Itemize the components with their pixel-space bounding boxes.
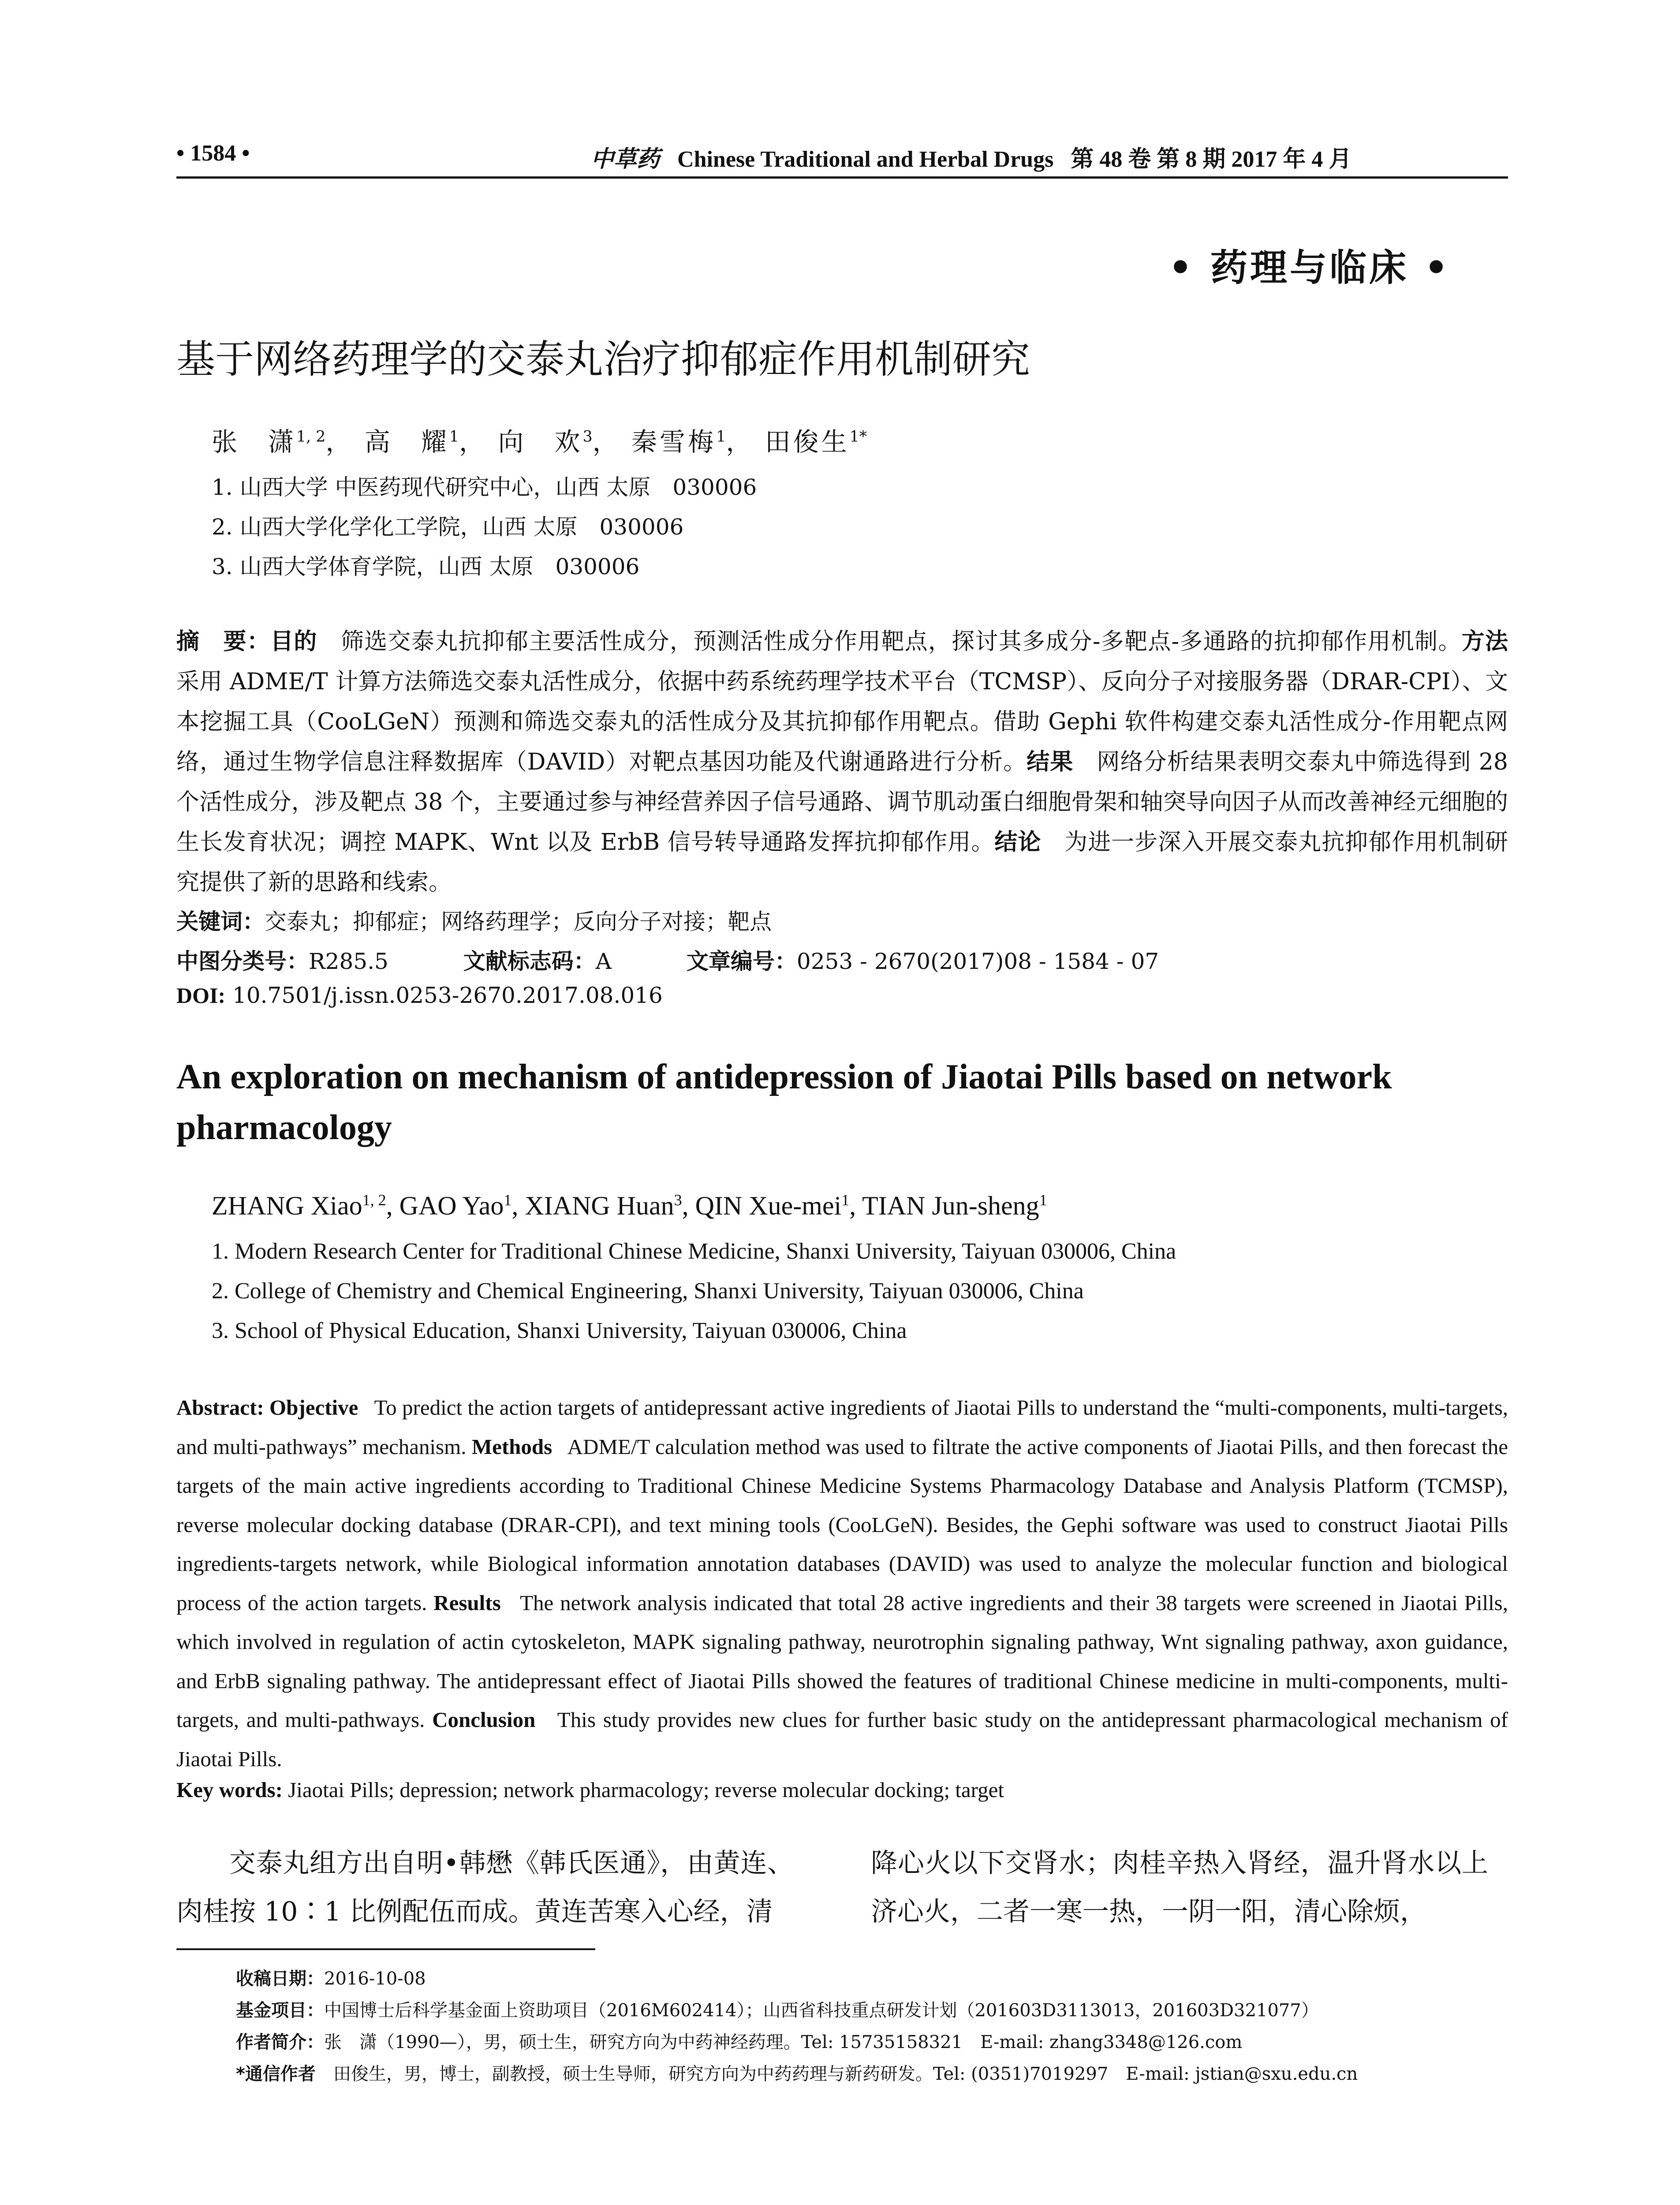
- corresponding-label: *通信作者: [236, 2064, 316, 2084]
- title-en: An exploration on mechanism of antidepression of Jiaotai Pills based on network pharmacology: [176, 1058, 1392, 1147]
- results-cn: 网络分析结果表明交泰丸中筛选得到 28 个活性成分，涉及靶点 38 个，主要通过参与神经营养因子信号通路、调节肌动蛋白细胞骨架和轴突导向因子从而改善神经元细胞的生长发育状况；调控 MAPK、Wnt 以及 ErbB 信号转导通路发挥抗抑郁作用。: [176, 749, 1508, 856]
- author-cn: 高 耀: [364, 427, 449, 457]
- clc-value: R285.5: [309, 949, 388, 974]
- footnote-fund: [236, 1996, 1319, 2022]
- footnote-received: [236, 1965, 426, 1990]
- footnote-author: [236, 2028, 1242, 2053]
- doc-code-label: 文献标志码：: [463, 949, 596, 974]
- author-cn: 向 欢: [498, 427, 583, 457]
- author-en: QIN Xue-mei: [695, 1191, 842, 1220]
- affiliation-cn: 2. 山西大学化学化工学院，山西 太原 030006: [212, 514, 684, 540]
- page-number: • 1584 •: [176, 141, 250, 166]
- received-label: 收稿日期：: [236, 1969, 324, 1989]
- objective-label-cn: 目的: [270, 628, 317, 655]
- affiliation-cn: 3. 山西大学体育学院，山西 太原 030006: [212, 554, 640, 579]
- abstract-cn-label: 摘 要：: [176, 628, 271, 655]
- fund-text: 中国博士后科学基金面上资助项目（2016M602414）；山西省科技重点研发计划（201603D3113013，201603D321077）: [324, 2000, 1319, 2021]
- keywords-cn: [176, 904, 772, 936]
- methods-cn: 采用 ADME/T 计算方法筛选交泰丸活性成分，依据中药系统药理学技术平台（TCMSP）、反向分子对接服务器（DRAR-CPI）、文本挖掘工具（CooLGeN）预测和筛选交泰丸的活性成分及其抗抑郁作用靶点。借助 Gephi 软件构建交泰丸活性成分-作用靶点网络，通过生物学信息注释数据库（DAVID）对靶点基因功能及代谢通路进行分析。: [176, 669, 1508, 775]
- abstract-cn: [176, 622, 1508, 903]
- author-affil-sup: 1: [449, 428, 459, 446]
- objective-label-en: Objective: [269, 1395, 358, 1420]
- conclusion-cn: 为进一步深入开展交泰丸抗抑郁作用机制研究提供了新的思路和线索。: [176, 829, 1508, 896]
- article-no-label: 文章编号：: [686, 949, 797, 974]
- clc-label: 中图分类号：: [176, 949, 309, 974]
- authors-en: ZHANG Xiao$^{1, 2}$, GAO Yao$^1$, XIANG Huan$^3$, QIN Xue-mei$^1$, TIAN Jun-sheng$^1$: [212, 1191, 1047, 1220]
- section-label: • 药理与临床 •: [1169, 246, 1451, 289]
- results-label-cn: 结果: [1027, 749, 1074, 775]
- doc-code-value: A: [595, 949, 612, 974]
- received-date: 2016-10-08: [324, 1969, 426, 1989]
- author-affil-sup: 3: [582, 428, 593, 446]
- author-bio-label: 作者简介：: [236, 2032, 324, 2052]
- objective-cn: 筛选交泰丸抗抑郁主要活性成分，预测活性成分作用靶点，探讨其多成分-多靶点-多通路的抗抑郁作用机制。: [340, 628, 1462, 655]
- author-affil-sup: 1*: [849, 428, 867, 446]
- keywords-cn-text: 交泰丸；抑郁症；网络药理学；反向分子对接；靶点: [265, 909, 772, 934]
- affiliation-en: 2. College of Chemistry and Chemical Engineering, Shanxi University, Taiyuan 030006, China: [212, 1278, 1084, 1304]
- doi-line: [176, 983, 663, 1008]
- keywords-en-text: Jiaotai Pills; depression; network pharmacology; reverse molecular docking; target: [288, 1778, 1004, 1802]
- results-label-en: Results: [433, 1590, 501, 1615]
- author-affil-sup: 1: [841, 1191, 850, 1209]
- results-en: The network analysis indicated that total 28 active ingredients and their 38 targets were screened in Jiaotai Pills, which involved in regulation of actin cytoskeleton, MAPK signaling pathway, neurotrophin signaling pathway, Wnt signaling pathway, axon guidance, and ErbB signaling pathway. The antidepressant effect of Jiaotai Pills showed the features of traditional Chinese medicine in multi-components, multi-targets, and multi-pathways.: [176, 1590, 1508, 1732]
- objective-en: To predict the action targets of antidepressant active ingredients of Jiaotai Pills to understand the “multi-components, multi-targets, and multi-pathways” mechanism.: [176, 1395, 1508, 1459]
- authors-cn: 张 潇$^{1, 2}$， 高 耀$^1$， 向 欢$^3$， 秦雪梅$^1$， 田俊生$^{1*}$: [212, 427, 867, 457]
- affiliation-en: 1. Modern Research Center for Traditional Chinese Medicine, Shanxi University, Taiyuan 030006, China: [212, 1239, 1176, 1264]
- body-column-left: 交泰丸组方出自明•韩懋《韩氏医通》，由黄连、肉桂按 10∶1 比例配伍而成。黄连苦寒入心经，清: [176, 1848, 794, 1927]
- conclusion-label-en: Conclusion: [432, 1708, 536, 1732]
- author-en: XIANG Huan: [525, 1191, 674, 1220]
- footnote-corresponding: [236, 2060, 1358, 2085]
- fund-label: 基金项目：: [236, 2000, 324, 2021]
- journal-name-cn: 中草药: [591, 147, 660, 172]
- doi-value: 10.7501/j.issn.0253-2670.2017.08.016: [232, 983, 663, 1008]
- running-header: [176, 140, 1508, 176]
- methods-en: ADME/T calculation method was used to filtrate the active components of Jiaotai Pills, and then forecast the targets of the main active ingredients according to Traditional Chinese Medicine Systems Pharmacology Database and Analysis Platform (TCMSP), reverse molecular docking database (DRAR-CPI), and text mining tools (CooLGeN). Besides, the Gephi software was used to construct Jiaotai Pills ingredients-targets network, while Biological information annotation databases (DAVID) was used to analyze the molecular function and biological process of the action targets.: [176, 1434, 1508, 1615]
- header-rule: [176, 176, 1508, 179]
- affiliation-cn: 1. 山西大学 中医药现代研究中心，山西 太原 030006: [212, 475, 757, 500]
- journal-name-en: Chinese Traditional and Herbal Drugs: [677, 147, 1054, 172]
- author-en: TIAN Jun-sheng: [862, 1191, 1039, 1220]
- author-affil-sup: 1: [1039, 1191, 1047, 1209]
- footnote-rule: [176, 1948, 595, 1950]
- keywords-cn-label: 关键词：: [176, 909, 265, 934]
- journal-issue: 第 48 卷 第 8 期 2017 年 4 月: [1071, 147, 1352, 172]
- author-cn: 田俊生: [765, 427, 850, 457]
- classification-line: [176, 944, 1159, 975]
- body-column-right: 降心火以下交肾水；肉桂辛热入肾经，温升肾水以上济心火，二者一寒一热，一阴一阳，清心除烦，: [871, 1848, 1488, 1927]
- author-bio-text: 张 潇（1990—），男，硕士生，研究方向为中药神经药理。Tel: 15735158321 E-mail: zhang3348@126.com: [324, 2032, 1243, 2052]
- author-affil-sup: 1, 2: [362, 1191, 386, 1209]
- doi-label: DOI:: [176, 983, 226, 1008]
- author-affil-sup: 1, 2: [296, 428, 326, 446]
- article-no-value: 0253 - 2670(2017)08 - 1584 - 07: [796, 949, 1159, 974]
- abstract-en-label: Abstract:: [176, 1395, 264, 1420]
- journal-info: [591, 140, 1351, 173]
- keywords-en-label: Key words:: [176, 1778, 283, 1802]
- corresponding-text: 田俊生，男，博士，副教授，硕士生导师，研究方向为中药药理与新药研发。Tel: (0351)7019297 E-mail: jstian@sxu.edu.cn: [333, 2064, 1358, 2084]
- title-cn: 基于网络药理学的交泰丸治疗抑郁症作用机制研究: [176, 336, 1030, 382]
- author-en: ZHANG Xiao: [212, 1191, 362, 1220]
- author-cn: 秦雪梅: [631, 427, 717, 457]
- author-affil-sup: 3: [674, 1191, 682, 1209]
- author-en: GAO Yao: [399, 1191, 504, 1220]
- author-cn: 张 潇: [212, 427, 297, 457]
- keywords-en: [176, 1777, 1508, 1802]
- methods-label-cn: 方法: [1461, 628, 1508, 655]
- author-affil-sup: 1: [716, 428, 726, 446]
- abstract-en: [176, 1388, 1508, 1779]
- methods-label-en: Methods: [471, 1434, 553, 1459]
- conclusion-en: This study provides new clues for further basic study on the antidepressant pharmacological mechanism of Jiaotai Pills.: [176, 1708, 1508, 1771]
- affiliation-en: 3. School of Physical Education, Shanxi University, Taiyuan 030006, China: [212, 1318, 907, 1343]
- conclusion-label-cn: 结论: [994, 829, 1042, 856]
- author-affil-sup: 1: [504, 1191, 512, 1209]
